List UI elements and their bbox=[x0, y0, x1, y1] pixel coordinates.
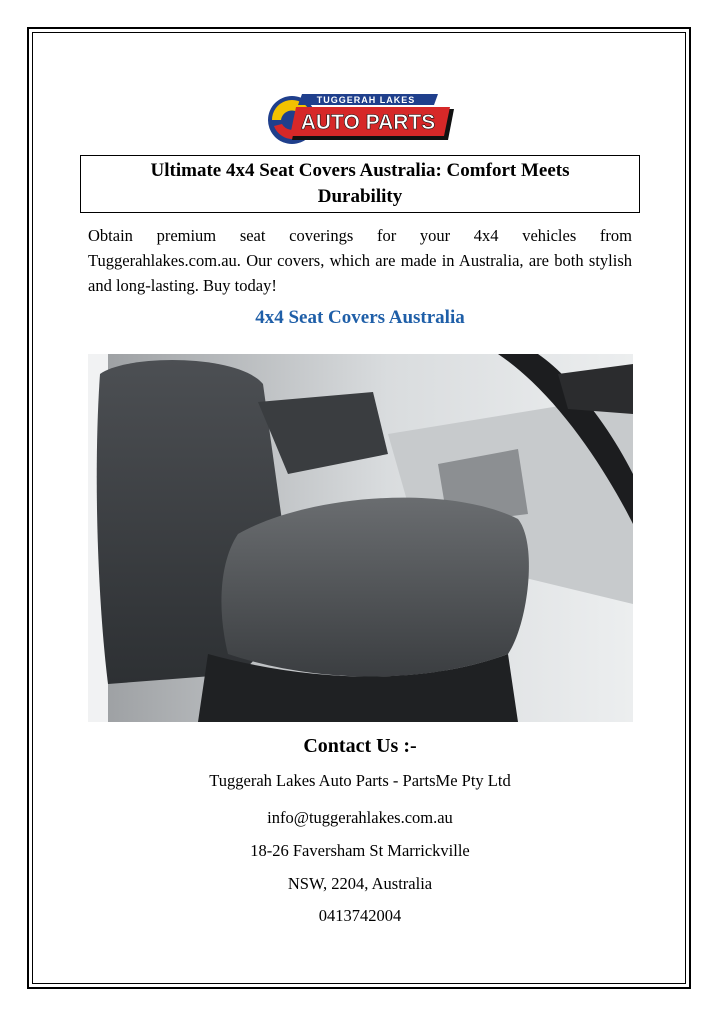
tuggerah-lakes-logo bbox=[262, 90, 457, 152]
intro-paragraph: Obtain premium seat coverings for your 4x4 vehicles from Tuggerahlakes.com.au. Our covers, which are made in Australia, are both stylish and long-lasting. Buy today! bbox=[88, 226, 632, 295]
contact-phone: 0413742004 bbox=[318, 906, 402, 925]
logo-top-text: TUGGERAH LAKES bbox=[316, 95, 416, 105]
contact-heading: Contact Us :- bbox=[303, 735, 417, 757]
seat-cover-photo bbox=[88, 354, 633, 722]
contact-address-line-1: 18-26 Faversham St Marrickville bbox=[250, 841, 470, 860]
contact-company: Tuggerah Lakes Auto Parts - PartsMe Pty Ltd bbox=[209, 771, 511, 790]
photo-seat-cushion bbox=[221, 498, 528, 677]
contact-address-line-2: NSW, 2204, Australia bbox=[287, 874, 433, 893]
section-subheading: 4x4 Seat Covers Australia bbox=[255, 307, 465, 328]
title-box bbox=[80, 155, 640, 213]
contact-email-link[interactable]: info@tuggerahlakes.com.au bbox=[267, 808, 453, 827]
logo-main-text: AUTO PARTS bbox=[300, 111, 436, 134]
page-title: Ultimate 4x4 Seat Covers Australia: Comfort Meets Durability bbox=[150, 160, 570, 207]
